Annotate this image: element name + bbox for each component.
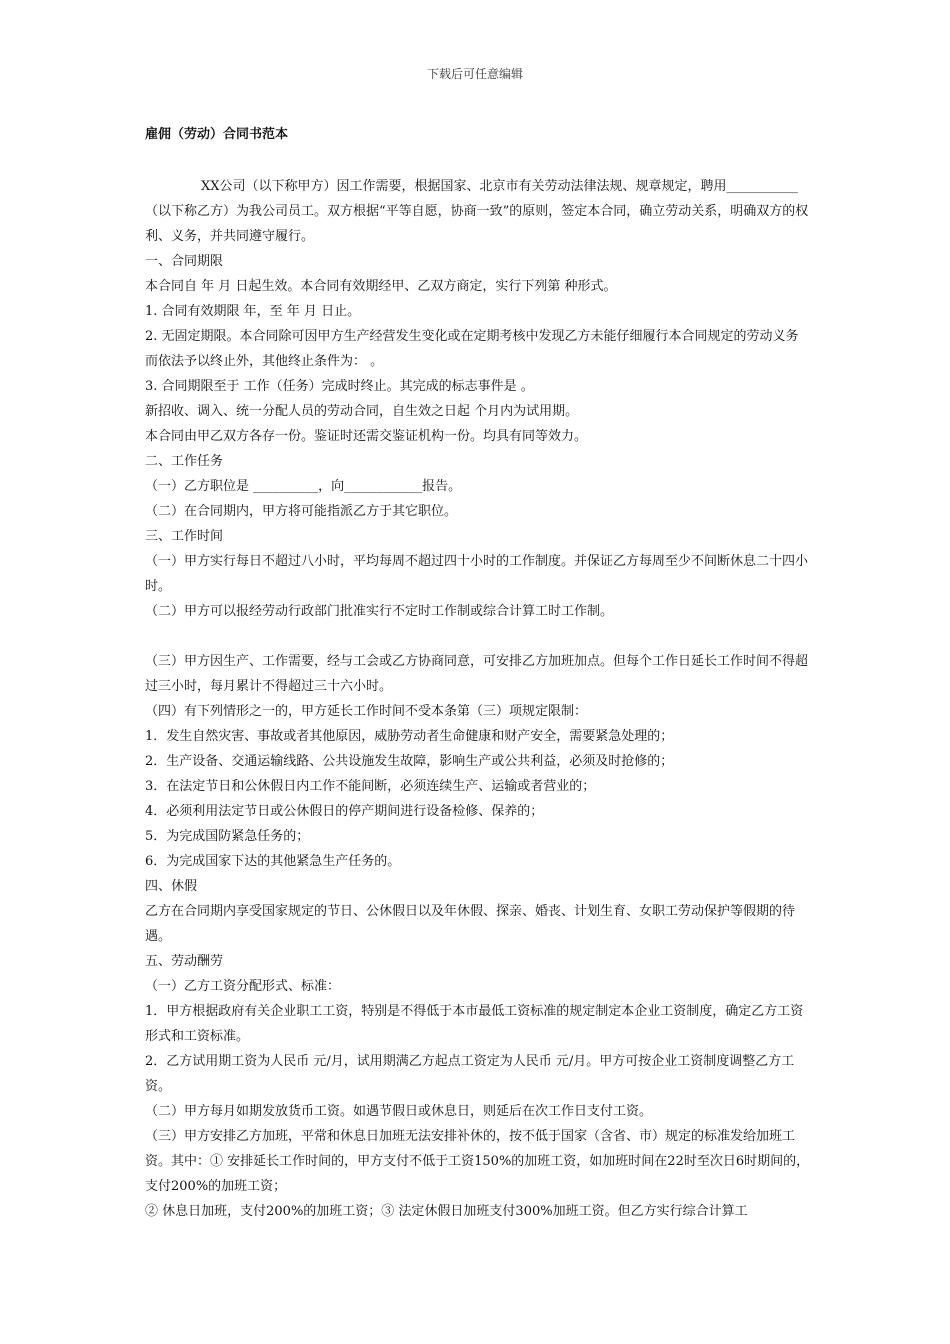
list-item: （一）甲方实行每日不超过八小时，平均每周不超过四十小时的工作制度。并保证乙方每周至少不间断休息二十四小时。 (145, 554, 809, 594)
document-body (145, 174, 810, 1224)
list-item: （二）在合同期内，甲方将可能指派乙方于其它职位。 (145, 504, 458, 519)
section-heading-term: 一、合同期限 (145, 254, 224, 269)
list-item: （二）甲方每月如期发放货币工资。如遇节假日或休息日，则延后在次工作日支付工资。 (145, 1104, 653, 1119)
list-item: 2．乙方试用期工资为人民币 元/月，试用期满乙方起点工资定为人民币 元/月。甲方可按企业工资制度调整乙方工资。 (145, 1054, 795, 1094)
list-item: ② 休息日加班，支付200%的加班工资；③ 法定休假日加班支付300%加班工资。但乙方实行综合计算工 (145, 1204, 748, 1219)
section-heading-tasks: 二、工作任务 (145, 454, 224, 469)
header-note: 下载后可任意编辑 (426, 67, 523, 81)
list-item: 3. 合同期限至于 工作（任务）完成时终止。其完成的标志事件是 。 (145, 379, 534, 394)
list-item: （三）甲方安排乙方加班，平常和休息日加班无法安排补休的，按不低于国家（含省、市）规定的标准发给加班工资。其中：① 安排延长工作时间的，甲方支付不低于工资150%的加班工资，如加班时间在22时至次日6时期间的，支付200%的加班工资； (145, 1129, 810, 1194)
section-heading-leave: 四、休假 (145, 879, 198, 894)
list-item: 2. 无固定期限。本合同除可因甲方生产经营发生变化或在定期考核中发现乙方未能仔细履行本合同规定的劳动义务而依法予以终止外，其他终止条件为： 。 (145, 329, 799, 369)
list-item: 1．甲方根据政府有关企业职工工资，特别是不得低于本市最低工资标准的规定制定本企业工资制度，确定乙方工资形式和工资标准。 (145, 1004, 804, 1044)
list-item: 1. 合同有效期限 年，至 年 月 日止。 (145, 304, 361, 319)
paragraph: 新招收、调入、统一分配人员的劳动合同，自生效之日起 个月内为试用期。 (145, 404, 579, 419)
list-item: （三）甲方因生产、工作需要，经与工会或乙方协商同意，可安排乙方加班加点。但每个工作日延长工作时间不得超过三小时，每月累计不得超过三十六小时。 (145, 654, 809, 694)
list-item: （一）乙方工资分配形式、标准： (145, 979, 341, 994)
paragraph: 本合同由甲乙双方各存一份。鉴证时还需交鉴证机构一份。均具有同等效力。 (145, 429, 588, 444)
paragraph: 本合同自 年 月 日起生效。本合同有效期经甲、乙双方商定，实行下列第 种形式。 (145, 279, 617, 294)
list-item: （一）乙方职位是 __________，向____________报告。 (145, 479, 462, 494)
list-item: 3．在法定节日和公休假日内工作不能间断，必须连续生产、运输或者营业的； (145, 779, 596, 794)
list-item: （二）甲方可以报经劳动行政部门批准实行不定时工作制或综合计算工时工作制。 (145, 604, 614, 619)
list-item: （四）有下列情形之一的，甲方延长工作时间不受本条第（三）项规定限制： (145, 704, 588, 719)
list-item: 2．生产设备、交通运输线路、公共设施发生故障，影响生产或公共利益，必须及时抢修的； (145, 754, 674, 769)
paragraph: 乙方在合同期内享受国家规定的节日、公休假日以及年休假、探亲、婚丧、计划生育、女职工劳动保护等假期的待遇。 (145, 904, 796, 944)
document-title: 雇佣（劳动）合同书范本 (145, 127, 289, 142)
list-item: 6．为完成国家下达的其他紧急生产任务的。 (145, 854, 401, 869)
list-item: 4．必须利用法定节日或公休假日的停产期间进行设备检修、保养的； (145, 804, 544, 819)
list-item: 1．发生自然灾害、事故或者其他原因，威胁劳动者生命健康和财产安全，需要紧急处理的； (145, 729, 674, 744)
intro-paragraph: XX公司（以下称甲方）因工作需要，根据国家、北京市有关劳动法律法规、规章规定，聘用___________（以下称乙方）为我公司员工。双方根据“平等自愿，协商一致”的原则，签定本合同，确立劳动关系，明确双方的权利、义务，并共同遵守履行。 (145, 179, 809, 244)
section-heading-hours: 三、工作时间 (145, 529, 224, 544)
list-item: 5．为完成国防紧急任务的； (145, 829, 310, 844)
section-heading-pay: 五、劳动酬劳 (145, 954, 224, 969)
